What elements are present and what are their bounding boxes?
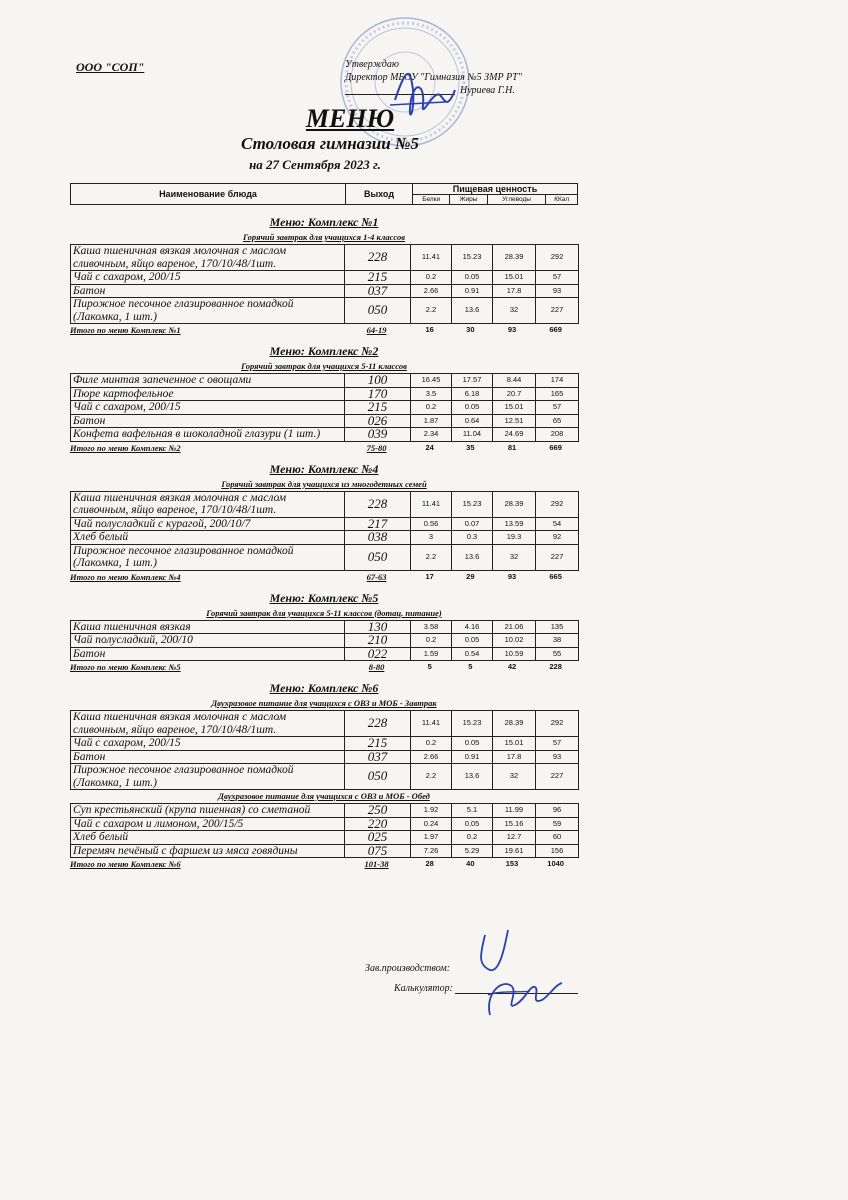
table-row — [71, 401, 579, 415]
section-subtitle: Горячий завтрак для учащихся 1-4 классов — [242, 232, 406, 242]
dish-output-code: 022 — [345, 647, 411, 661]
dish-name: Пирожное песочное глазированное помадкой (Лакомка, 1 шт.) — [71, 298, 345, 324]
table-row — [71, 414, 579, 428]
dish-name: Чай полусладкий с курагой, 200/10/7 — [71, 517, 345, 531]
dish-name: Каша пшеничная вязкая молочная с маслом сливочным, яйцо вареное, 170/10/48/1шт. — [71, 245, 345, 271]
dish-name: Чай с сахаром, 200/15 — [71, 401, 345, 415]
carbs-value: 13.59 — [493, 517, 536, 531]
menu-table — [70, 373, 579, 442]
total-label: Итого по меню Комплекс №4 — [70, 571, 181, 582]
dish-output-code: 037 — [345, 284, 411, 298]
kcal-value: 156 — [536, 844, 579, 858]
kcal-value: 60 — [536, 831, 579, 845]
carbs-value: 17.8 — [493, 750, 536, 764]
kcal-value: 93 — [536, 750, 579, 764]
protein-value: 2.66 — [411, 750, 452, 764]
protein-value: 3 — [411, 531, 452, 545]
column-carbs: Углеводы — [487, 195, 546, 205]
carbs-value: 12.51 — [493, 414, 536, 428]
dish-name: Филе минтая запеченное с овощами — [71, 374, 345, 388]
total-protein: 16 — [425, 325, 434, 334]
protein-value: 0.56 — [411, 517, 452, 531]
kcal-value: 59 — [536, 817, 579, 831]
dish-output-code: 220 — [345, 817, 411, 831]
total-carbs: 42 — [507, 662, 517, 671]
protein-value: 1.59 — [411, 647, 452, 661]
fat-value: 15.23 — [452, 711, 493, 737]
dish-name: Чай с сахаром, 200/15 — [71, 737, 345, 751]
dish-name: Чай с сахаром и лимоном, 200/15/5 — [71, 817, 345, 831]
total-carbs: 93 — [507, 325, 517, 334]
dish-name: Пюре картофельное — [71, 387, 345, 401]
protein-value: 0.2 — [411, 401, 452, 415]
fat-value: 5.29 — [452, 844, 493, 858]
carbs-value: 15.01 — [493, 271, 536, 285]
menu-table — [70, 491, 579, 571]
kcal-value: 57 — [536, 401, 579, 415]
carbs-value: 15.01 — [493, 401, 536, 415]
total-protein: 17 — [425, 571, 434, 581]
table-row — [71, 831, 579, 845]
total-carbs: 81 — [507, 442, 517, 452]
carbs-value: 19.3 — [493, 531, 536, 545]
kcal-value: 227 — [536, 544, 579, 570]
page-subtitle: Столовая гимназии №5 — [240, 134, 420, 153]
menu-table — [70, 710, 579, 790]
dish-output-code: 228 — [345, 711, 411, 737]
dish-output-code: 215 — [345, 737, 411, 751]
table-row — [71, 804, 579, 818]
dish-name: Конфета вафельная в шоколадной глазури (1 шт.) — [71, 428, 345, 442]
table-header — [70, 183, 578, 205]
calculator-signature-line — [455, 993, 578, 994]
section-title: Меню: Комплекс №6 — [269, 681, 379, 695]
fat-value: 0.3 — [452, 531, 493, 545]
menu-table — [70, 244, 579, 324]
table-row — [71, 387, 579, 401]
kcal-value: 292 — [536, 491, 579, 517]
section-total — [70, 324, 578, 336]
section-subtitle: Горячий завтрак для учащихся 5-11 классов (дотац. питание) — [206, 607, 442, 618]
table-row — [71, 531, 579, 545]
table-row — [71, 737, 579, 751]
total-label: Итого по меню Комплекс №1 — [70, 325, 181, 335]
table-row — [71, 817, 579, 831]
kcal-value: 292 — [536, 245, 579, 271]
dish-name: Каша пшеничная вязкая молочная с маслом сливочным, яйцо вареное, 170/10/48/1шт. — [71, 711, 345, 737]
dish-output-code: 228 — [345, 491, 411, 517]
dish-output-code: 170 — [345, 387, 411, 401]
total-kcal: 228 — [549, 662, 562, 671]
dish-name: Батон — [71, 284, 345, 298]
total-code: 67-63 — [366, 571, 387, 582]
table-row — [71, 544, 579, 570]
protein-value: 1.97 — [411, 831, 452, 845]
total-fat: 29 — [466, 571, 475, 581]
fat-value: 0.05 — [452, 634, 493, 648]
section-subtitle: Горячий завтрак для учащихся 5-11 классов — [241, 361, 407, 371]
kcal-value: 227 — [536, 764, 579, 790]
table-row — [71, 764, 579, 790]
carbs-value: 28.39 — [493, 491, 536, 517]
section-title: Меню: Комплекс №1 — [269, 215, 379, 229]
approval-label: Утверждаю — [345, 59, 399, 70]
total-kcal: 665 — [549, 571, 562, 581]
total-fat: 30 — [466, 325, 475, 334]
table-row — [71, 634, 579, 648]
fat-value: 11.04 — [452, 428, 493, 442]
calculator-label: Калькулятор: — [394, 983, 453, 994]
total-label: Итого по меню Комплекс №5 — [70, 662, 181, 672]
dish-name: Пирожное песочное глазированное помадкой (Лакомка, 1 шт.) — [71, 764, 345, 790]
total-code: 75-80 — [366, 442, 387, 453]
dish-output-code: 217 — [345, 517, 411, 531]
fat-value: 0.91 — [452, 284, 493, 298]
total-fat: 35 — [466, 442, 475, 452]
protein-value: 0.2 — [411, 634, 452, 648]
fat-value: 0.2 — [452, 831, 493, 845]
dish-output-code: 038 — [345, 531, 411, 545]
page-title: МЕНЮ — [305, 104, 395, 133]
fat-value: 0.91 — [452, 750, 493, 764]
kcal-value: 57 — [536, 737, 579, 751]
carbs-value: 32 — [493, 298, 536, 324]
carbs-value: 19.61 — [493, 844, 536, 858]
fat-value: 5.1 — [452, 804, 493, 818]
dish-name: Перемяч печёный с фаршем из мяса говядины — [71, 844, 345, 858]
dish-output-code: 215 — [345, 271, 411, 285]
fat-value: 0.64 — [452, 414, 493, 428]
menu-content — [70, 209, 578, 876]
carbs-value: 32 — [493, 764, 536, 790]
fat-value: 0.05 — [452, 401, 493, 415]
kcal-value: 165 — [536, 387, 579, 401]
dish-name: Хлеб белый — [71, 831, 345, 845]
total-protein: 5 — [427, 662, 432, 671]
director-signature-line — [345, 94, 455, 95]
dish-name: Пирожное песочное глазированное помадкой (Лакомка, 1 шт.) — [71, 544, 345, 570]
dish-name: Батон — [71, 414, 345, 428]
kcal-value: 208 — [536, 428, 579, 442]
approval-block — [345, 58, 522, 97]
dish-output-code: 037 — [345, 750, 411, 764]
total-fat: 40 — [466, 859, 475, 868]
carbs-value: 28.39 — [493, 711, 536, 737]
fat-value: 0.05 — [452, 817, 493, 831]
dish-name: Каша пшеничная вязкая молочная с маслом сливочным, яйцо вареное, 170/10/48/1шт. — [71, 491, 345, 517]
protein-value: 3.58 — [411, 620, 452, 634]
column-output: Выход — [346, 184, 413, 205]
dish-name: Хлеб белый — [71, 531, 345, 545]
total-protein: 28 — [425, 859, 434, 868]
dish-output-code: 026 — [345, 414, 411, 428]
table-row — [71, 750, 579, 764]
fat-value: 0.05 — [452, 271, 493, 285]
kcal-value: 93 — [536, 284, 579, 298]
carbs-value: 17.8 — [493, 284, 536, 298]
protein-value: 2.66 — [411, 284, 452, 298]
column-protein: Белки — [413, 195, 450, 205]
protein-value: 0.2 — [411, 271, 452, 285]
carbs-value: 15.16 — [493, 817, 536, 831]
protein-value: 2.2 — [411, 544, 452, 570]
kcal-value: 55 — [536, 647, 579, 661]
production-head-signature — [470, 925, 570, 1025]
table-row — [71, 491, 579, 517]
column-fat: Жиры — [450, 195, 487, 205]
kcal-value: 227 — [536, 298, 579, 324]
carbs-value: 21.06 — [493, 620, 536, 634]
kcal-value: 54 — [536, 517, 579, 531]
dish-name: Каша пшеничная вязкая — [71, 620, 345, 634]
kcal-value: 92 — [536, 531, 579, 545]
menu-table — [70, 620, 579, 662]
approval-person: Нуриева Г.Н. — [460, 85, 515, 96]
kcal-value: 38 — [536, 634, 579, 648]
carbs-value: 10.02 — [493, 634, 536, 648]
menu-date: на 27 Сентября 2023 г. — [249, 157, 381, 172]
protein-value: 11.41 — [411, 245, 452, 271]
protein-value: 1.87 — [411, 414, 452, 428]
total-protein: 24 — [425, 442, 434, 452]
dish-output-code: 025 — [345, 831, 411, 845]
carbs-value: 11.99 — [493, 804, 536, 818]
carbs-value: 15.01 — [493, 737, 536, 751]
fat-value: 13.6 — [452, 298, 493, 324]
table-row — [71, 245, 579, 271]
dish-name: Батон — [71, 750, 345, 764]
fat-value: 6.18 — [452, 387, 493, 401]
column-kcal: ККал — [546, 195, 578, 205]
section-title: Меню: Комплекс №4 — [269, 461, 379, 476]
fat-value: 13.6 — [452, 764, 493, 790]
protein-value: 1.92 — [411, 804, 452, 818]
dish-output-code: 039 — [345, 428, 411, 442]
carbs-value: 28.39 — [493, 245, 536, 271]
carbs-value: 10.59 — [493, 647, 536, 661]
table-row — [71, 374, 579, 388]
section-total — [70, 571, 578, 583]
table-row — [71, 428, 579, 442]
dish-name: Батон — [71, 647, 345, 661]
dish-output-code: 050 — [345, 764, 411, 790]
protein-value: 7.26 — [411, 844, 452, 858]
protein-value: 3.5 — [411, 387, 452, 401]
total-fat: 5 — [468, 662, 473, 671]
total-code: 8-80 — [368, 662, 385, 672]
carbs-value: 24.69 — [493, 428, 536, 442]
table-row — [71, 647, 579, 661]
dish-name: Чай полусладкий, 200/10 — [71, 634, 345, 648]
fat-value: 17.57 — [452, 374, 493, 388]
table-row — [71, 711, 579, 737]
column-nutrition: Пищевая ценность — [413, 184, 578, 195]
fat-value: 0.54 — [452, 647, 493, 661]
protein-value: 0.2 — [411, 737, 452, 751]
protein-value: 2.34 — [411, 428, 452, 442]
kcal-value: 135 — [536, 620, 579, 634]
section-subtitle: Двухразовое питание для учащихся с ОВЗ и МОБ - Обед — [218, 791, 430, 801]
carbs-value: 8.44 — [493, 374, 536, 388]
table-row — [71, 298, 579, 324]
dish-output-code: 215 — [345, 401, 411, 415]
table-row — [71, 271, 579, 285]
dish-output-code: 250 — [345, 804, 411, 818]
protein-value: 2.2 — [411, 764, 452, 790]
dish-output-code: 100 — [345, 374, 411, 388]
total-kcal: 669 — [549, 442, 562, 452]
carbs-value: 32 — [493, 544, 536, 570]
menu-table — [70, 803, 579, 858]
table-row — [71, 517, 579, 531]
fat-value: 15.23 — [452, 491, 493, 517]
section-total — [70, 858, 578, 870]
dish-output-code: 210 — [345, 634, 411, 648]
total-carbs: 153 — [505, 859, 519, 868]
kcal-value: 65 — [536, 414, 579, 428]
dish-output-code: 050 — [345, 544, 411, 570]
dish-name: Суп крестьянский (крупа пшенная) со сметаной — [71, 804, 345, 818]
fat-value: 15.23 — [452, 245, 493, 271]
total-label: Итого по меню Комплекс №2 — [70, 442, 181, 453]
dish-output-code: 130 — [345, 620, 411, 634]
section-total — [70, 442, 578, 454]
fat-value: 4.16 — [452, 620, 493, 634]
total-code: 101-38 — [364, 859, 389, 869]
column-name: Наименование блюда — [71, 184, 346, 205]
section-title: Меню: Комплекс №2 — [269, 344, 379, 358]
organization-name: ООО "СОП" — [76, 60, 145, 74]
section-total — [70, 661, 578, 673]
total-kcal: 1040 — [547, 859, 564, 868]
total-kcal: 669 — [549, 325, 562, 334]
dish-name: Чай с сахаром, 200/15 — [71, 271, 345, 285]
kcal-value: 174 — [536, 374, 579, 388]
fat-value: 13.6 — [452, 544, 493, 570]
kcal-value: 292 — [536, 711, 579, 737]
fat-value: 0.07 — [452, 517, 493, 531]
approval-position: Директор МБОУ "Гимназия №5 ЗМР РТ" — [345, 72, 522, 83]
section-subtitle: Двухразовое питание для учащихся с ОВЗ и МОБ - Завтрак — [211, 698, 437, 708]
table-row — [71, 620, 579, 634]
protein-value: 2.2 — [411, 298, 452, 324]
total-label: Итого по меню Комплекс №6 — [70, 859, 181, 869]
production-head-label: Зав.производством: — [365, 963, 451, 974]
dish-output-code: 050 — [345, 298, 411, 324]
fat-value: 0.05 — [452, 737, 493, 751]
carbs-value: 20.7 — [493, 387, 536, 401]
protein-value: 16.45 — [411, 374, 452, 388]
carbs-value: 12.7 — [493, 831, 536, 845]
section-subtitle: Горячий завтрак для учащихся из многодетных семей — [221, 478, 427, 489]
protein-value: 0.24 — [411, 817, 452, 831]
protein-value: 11.41 — [411, 711, 452, 737]
table-row — [71, 844, 579, 858]
section-title: Меню: Комплекс №5 — [269, 590, 379, 605]
kcal-value: 57 — [536, 271, 579, 285]
table-row — [71, 284, 579, 298]
dish-output-code: 228 — [345, 245, 411, 271]
protein-value: 11.41 — [411, 491, 452, 517]
dish-output-code: 075 — [345, 844, 411, 858]
kcal-value: 96 — [536, 804, 579, 818]
total-code: 64-19 — [366, 325, 387, 335]
total-carbs: 93 — [507, 571, 517, 581]
